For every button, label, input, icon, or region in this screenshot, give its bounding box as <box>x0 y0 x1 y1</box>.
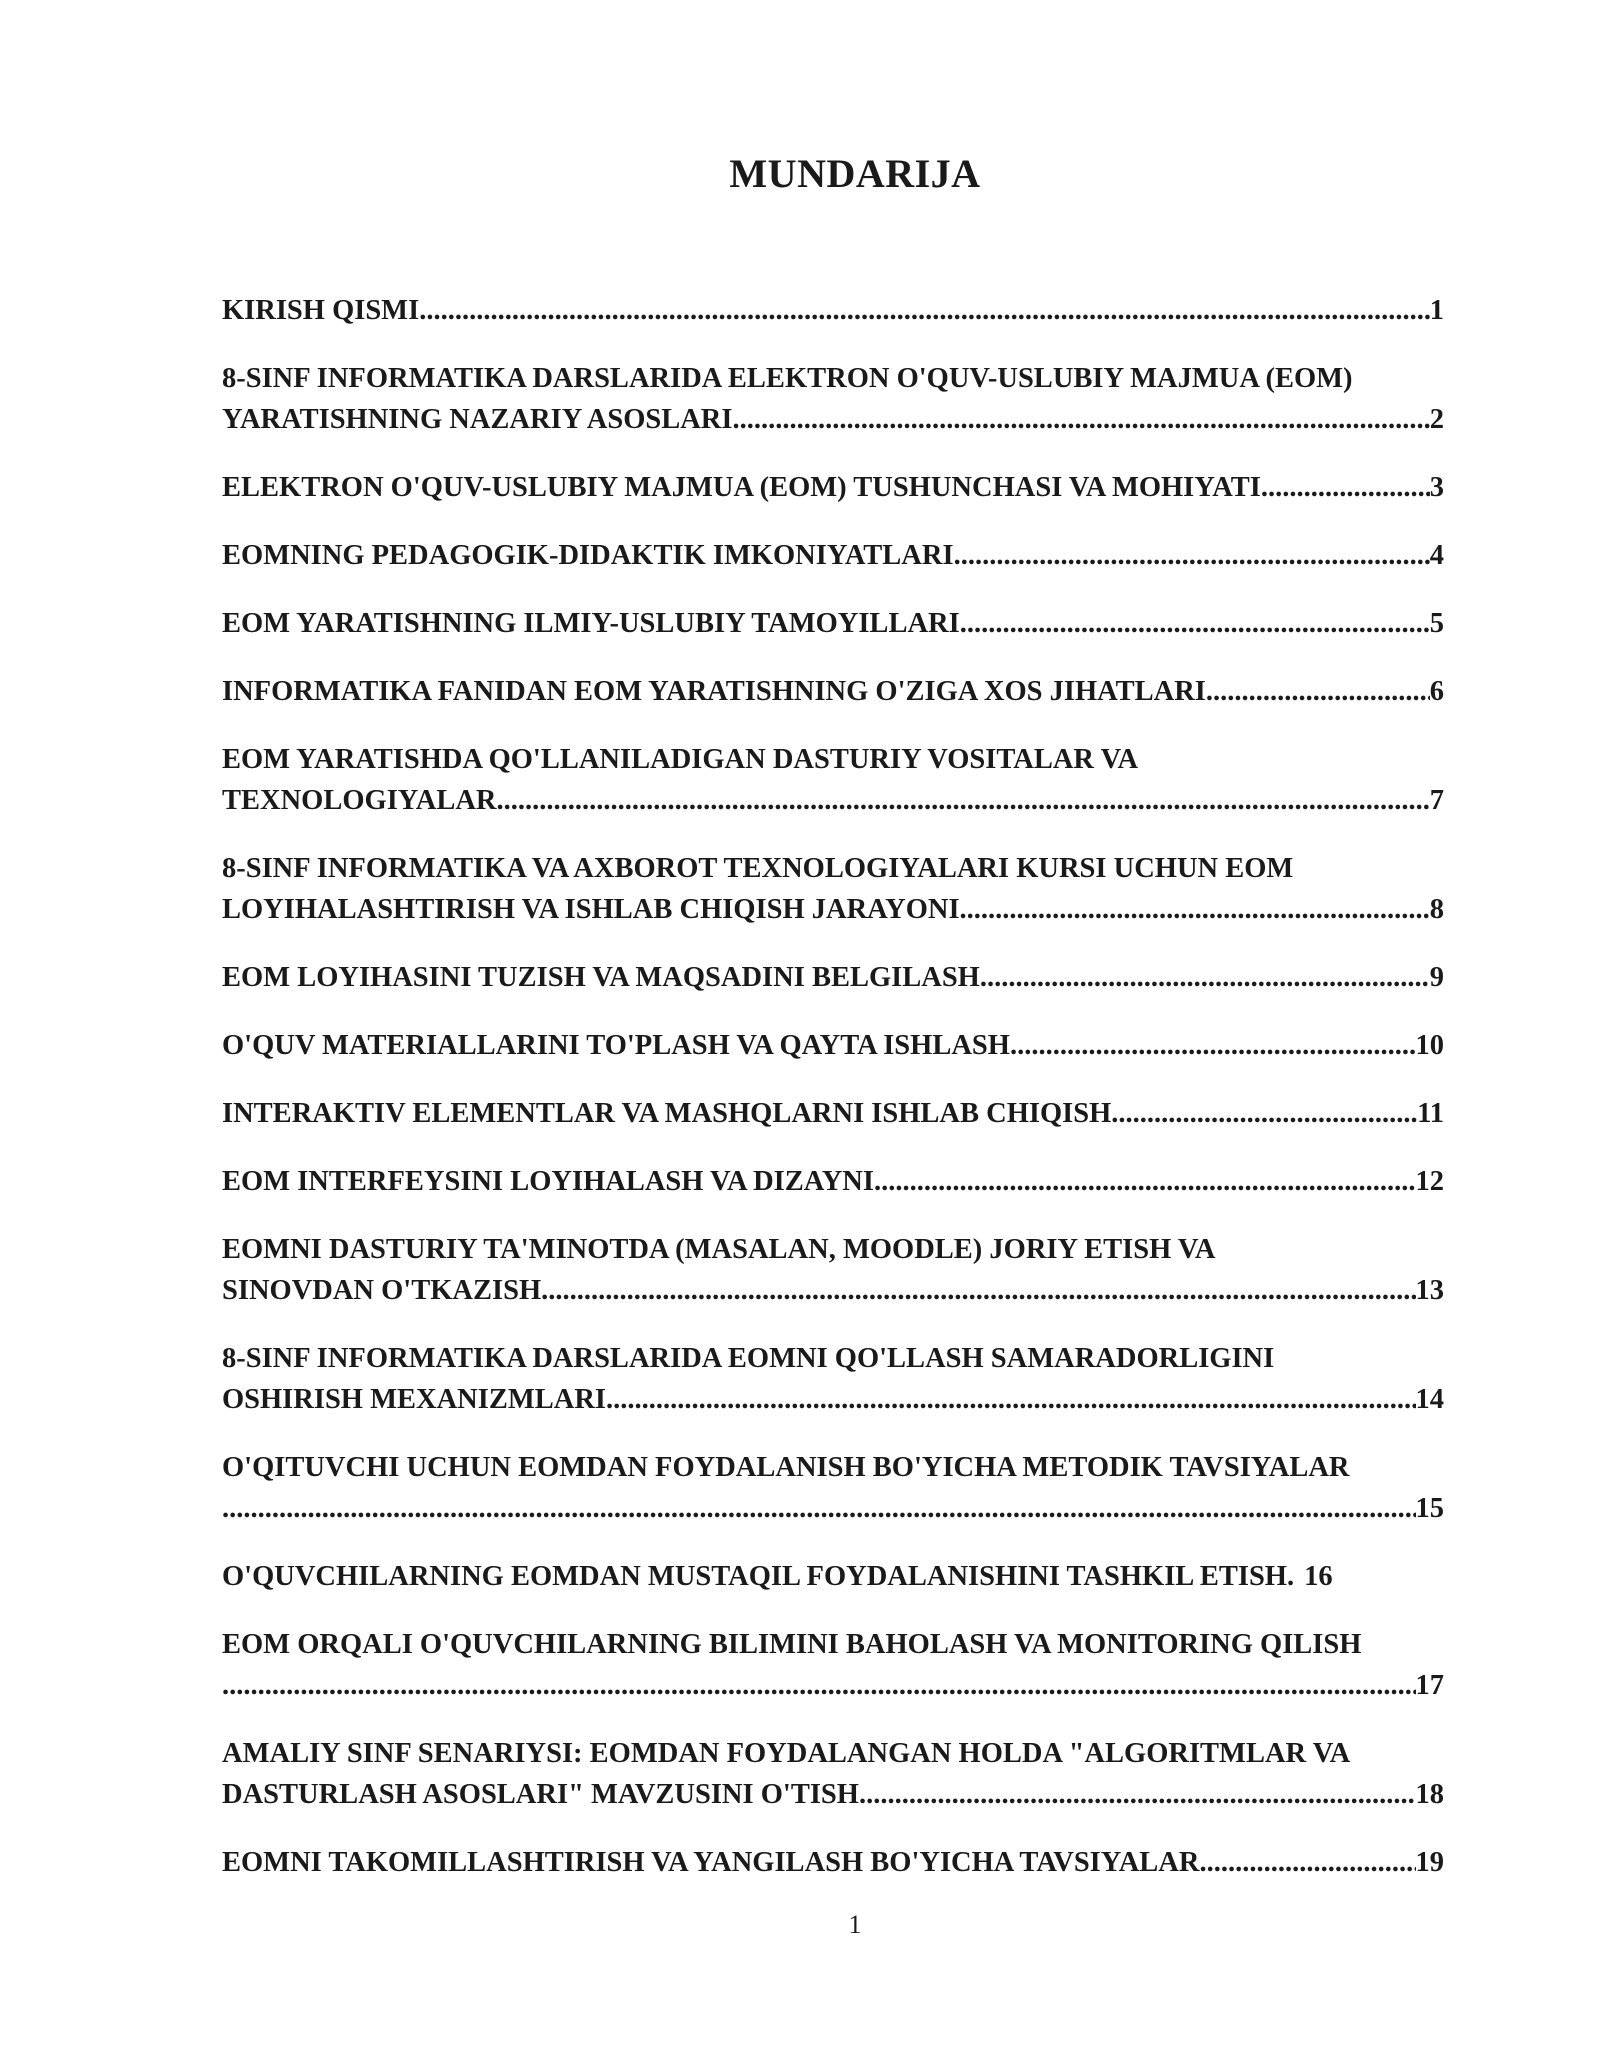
toc-entry-title: 8-SINF INFORMATIKA VA AXBOROT TEXNOLOGIYALARI KURSI UCHUN EOM <box>222 853 1294 884</box>
toc-entry-title: EOM YARATISHDA QO'LLANILADIGAN DASTURIY VOSITALAR VA <box>222 744 1139 775</box>
dot-leader <box>606 1379 1415 1420</box>
toc-entry-line <box>222 1025 1444 1066</box>
toc-entry-line <box>222 1488 1444 1529</box>
toc-entry-title: O'QUV MATERIALLARINI TO'PLASH VA QAYTA ISHLASH <box>222 1030 1010 1061</box>
toc-entry[interactable] <box>222 1447 1444 1529</box>
page-footer-number: 1 <box>848 1910 862 1939</box>
toc-entry-title-continued: DASTURLASH ASOSLARI" MAVZUSINI O'TISH <box>222 1779 859 1810</box>
toc-entry-title: EOM ORQALI O'QUVCHILARNING BILIMINI BAHOLASH VA MONITORING QILISH <box>222 1629 1362 1660</box>
dot-leader <box>419 290 1430 331</box>
toc-entry[interactable] <box>222 1842 1444 1883</box>
toc-page-number: 8 <box>1429 894 1444 925</box>
toc-page-number: 14 <box>1415 1384 1444 1415</box>
toc-entry[interactable] <box>222 671 1444 712</box>
toc-entry-title: O'QUVCHILARNING EOMDAN MUSTAQIL FOYDALANISHINI TASHKIL ETISH. <box>222 1561 1295 1592</box>
toc-entry-title: 8-SINF INFORMATIKA DARSLARIDA EOMNI QO'LLASH SAMARADORLIGINI <box>222 1343 1275 1374</box>
toc-entry[interactable] <box>222 848 1444 930</box>
toc-page-number: 1 <box>1429 295 1444 326</box>
dot-leader <box>222 1665 1416 1706</box>
toc-entry-line <box>222 1842 1444 1883</box>
toc-entry[interactable] <box>222 1338 1444 1420</box>
dot-leader <box>1261 467 1430 508</box>
toc-entry-line <box>222 1556 1444 1597</box>
toc-entry[interactable] <box>222 603 1444 644</box>
toc-entry[interactable] <box>222 358 1444 440</box>
toc-page-number: 13 <box>1415 1275 1444 1306</box>
toc-entry-line <box>222 1161 1444 1202</box>
toc-entry[interactable] <box>222 1556 1444 1597</box>
toc-entry-title-continued: OSHIRISH MEXANIZMLARI <box>222 1384 607 1415</box>
toc-entry-line <box>222 290 1444 331</box>
toc-entry-line <box>222 603 1444 644</box>
toc-page-number: 6 <box>1429 676 1444 707</box>
toc-entry[interactable] <box>222 1733 1444 1815</box>
toc-entry[interactable] <box>222 1161 1444 1202</box>
dot-leader <box>541 1270 1415 1311</box>
dot-leader <box>980 957 1430 998</box>
toc-entry[interactable] <box>222 1624 1444 1706</box>
toc-entry-line <box>222 1270 1444 1311</box>
toc-entry-line <box>222 957 1444 998</box>
toc-entry[interactable] <box>222 467 1444 508</box>
toc-page-number: 9 <box>1429 962 1444 993</box>
toc-entry-title: KIRISH QISMI <box>222 295 420 326</box>
toc-entry-line <box>222 467 1444 508</box>
dot-leader <box>1010 1025 1416 1066</box>
toc-entry-line <box>222 889 1444 930</box>
toc-entry-title: EOMNI DASTURIY TA'MINOTDA (MASALAN, MOODLE) JORIY ETISH VA <box>222 1234 1216 1265</box>
dot-leader <box>874 1161 1416 1202</box>
toc-entry-line <box>222 1774 1444 1815</box>
page-title: MUNDARIJA <box>729 151 981 196</box>
toc-entry-line <box>222 1379 1444 1420</box>
toc-entry-title: INFORMATIKA FANIDAN EOM YARATISHNING O'ZIGA XOS JIHATLARI <box>222 676 1206 707</box>
toc-page-number: 17 <box>1415 1670 1444 1701</box>
toc-entry[interactable] <box>222 1229 1444 1311</box>
toc-page-number: 7 <box>1429 785 1444 816</box>
toc-entry-line <box>222 399 1444 440</box>
dot-leader <box>1206 671 1430 712</box>
toc-entry[interactable] <box>222 739 1444 821</box>
dot-leader <box>859 1774 1416 1815</box>
dot-leader <box>1111 1093 1417 1134</box>
toc-entry-title: INTERAKTIV ELEMENTLAR VA MASHQLARNI ISHLAB CHIQISH <box>222 1098 1112 1129</box>
toc-entry-title: O'QITUVCHI UCHUN EOMDAN FOYDALANISH BO'YICHA METODIK TAVSIYALAR <box>222 1452 1350 1483</box>
toc-entry-title: EOMNI TAKOMILLASHTIRISH VA YANGILASH BO'YICHA TAVSIYALAR <box>222 1847 1200 1878</box>
toc-entry-title-continued: YARATISHNING NAZARIY ASOSLARI <box>222 404 733 435</box>
toc-entry-title: ELEKTRON O'QUV-USLUBIY MAJMUA (EOM) TUSHUNCHASI VA MOHIYATI <box>222 472 1261 503</box>
toc-entry-line <box>222 1093 1444 1134</box>
toc-entry-title: 8-SINF INFORMATIKA DARSLARIDA ELEKTRON O'QUV-USLUBIY MAJMUA (EOM) <box>222 363 1353 394</box>
dot-leader <box>954 535 1430 576</box>
toc-entry-title: EOM INTERFEYSINI LOYIHALASH VA DIZAYNI <box>222 1166 874 1197</box>
toc-entry[interactable] <box>222 535 1444 576</box>
toc-page-number: 3 <box>1429 472 1444 503</box>
dot-leader <box>1199 1842 1415 1883</box>
dot-leader <box>960 603 1430 644</box>
toc-entry[interactable] <box>222 1093 1444 1134</box>
toc-entry-title: EOM YARATISHNING ILMIY-USLUBIY TAMOYILLARI <box>222 608 960 639</box>
dot-leader <box>960 889 1430 930</box>
toc-page-number: 18 <box>1415 1779 1444 1810</box>
toc-entry-title: EOM LOYIHASINI TUZISH VA MAQSADINI BELGILASH <box>222 962 980 993</box>
dot-leader <box>497 780 1430 821</box>
toc-entry-title: AMALIY SINF SENARIYSI: EOMDAN FOYDALANGAN HOLDA "ALGORITMLAR VA <box>222 1738 1351 1769</box>
toc-page-number: 11 <box>1417 1098 1444 1129</box>
toc-entry-title-continued: TEXNOLOGIYALAR <box>222 785 497 816</box>
toc-entry-line <box>222 535 1444 576</box>
toc-page-number: 10 <box>1415 1030 1444 1061</box>
toc-page-number: 15 <box>1415 1493 1444 1524</box>
toc-entry-title-continued: SINOVDAN O'TKAZISH <box>222 1275 542 1306</box>
toc-page-number: 4 <box>1429 540 1444 571</box>
dot-leader <box>732 399 1429 440</box>
toc-entry-title: EOMNING PEDAGOGIK-DIDAKTIK IMKONIYATLARI <box>222 540 954 571</box>
dot-leader <box>222 1488 1416 1529</box>
toc-page-number: 16 <box>1304 1561 1333 1592</box>
toc-entry[interactable] <box>222 290 1444 331</box>
toc-page-number: 12 <box>1415 1166 1444 1197</box>
toc-entry-line <box>222 780 1444 821</box>
toc-page-number: 5 <box>1429 608 1444 639</box>
toc-entry[interactable] <box>222 1025 1444 1066</box>
toc-entry[interactable] <box>222 957 1444 998</box>
toc-entry-line <box>222 671 1444 712</box>
toc-page-number: 19 <box>1415 1847 1444 1878</box>
toc-entry-title-continued: LOYIHALASHTIRISH VA ISHLAB CHIQISH JARAYONI <box>222 894 960 925</box>
toc-page-number: 2 <box>1429 404 1444 435</box>
table-of-contents <box>222 290 1444 1910</box>
toc-entry-line <box>222 1665 1444 1706</box>
